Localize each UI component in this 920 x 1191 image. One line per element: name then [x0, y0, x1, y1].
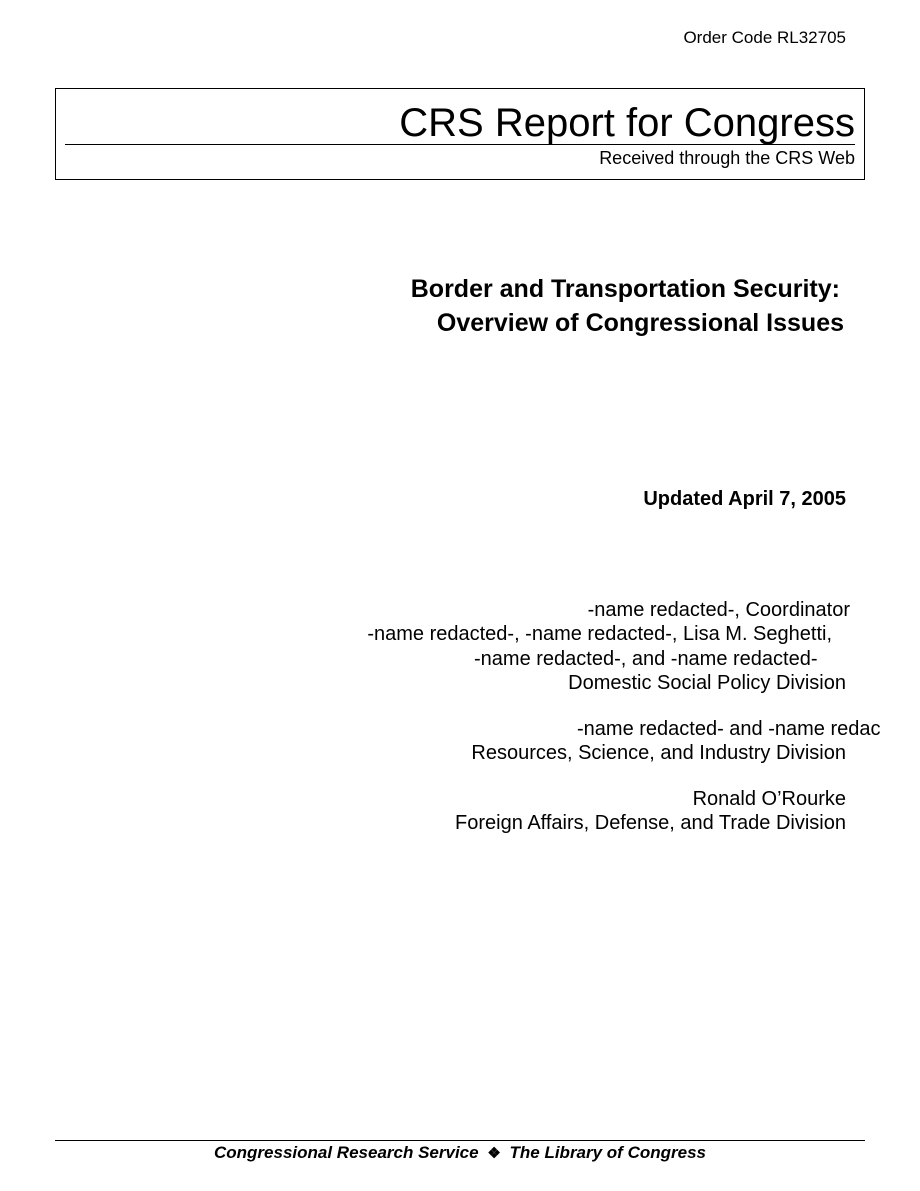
footer-organization: Congressional Research Service [214, 1143, 479, 1162]
header-divider [65, 144, 855, 145]
order-code: Order Code RL32705 [683, 28, 846, 47]
updated-date: Updated April 7, 2005 [643, 488, 846, 510]
report-title-line-1: Border and Transportation Security: [410, 275, 840, 303]
division-foreign-affairs-defense-trade: Foreign Affairs, Defense, and Trade Division [455, 812, 846, 834]
division-domestic-social-policy: Domestic Social Policy Division [568, 672, 846, 694]
author-line-5: Ronald O’Rourke [692, 788, 846, 810]
report-series-subtitle: Received through the CRS Web [599, 148, 855, 168]
author-line-4: -name redacted- and -name redac [577, 718, 881, 740]
diamond-separator-icon: ❖ [487, 1145, 501, 1162]
report-series-title: CRS Report for Congress [399, 101, 855, 145]
report-title-line-2: Overview of Congressional Issues [436, 309, 844, 337]
division-resources-science-industry: Resources, Science, and Industry Division [471, 742, 846, 764]
footer-divider [55, 1140, 865, 1141]
footer [0, 1143, 920, 1163]
report-header-box [55, 88, 865, 180]
author-line-2: -name redacted-, -name redacted-, Lisa M. Seghetti, [367, 623, 832, 645]
author-line-1: -name redacted-, Coordinator [587, 599, 850, 621]
author-line-3: -name redacted-, and -name redacted- [474, 648, 818, 670]
footer-library: The Library of Congress [509, 1143, 706, 1162]
